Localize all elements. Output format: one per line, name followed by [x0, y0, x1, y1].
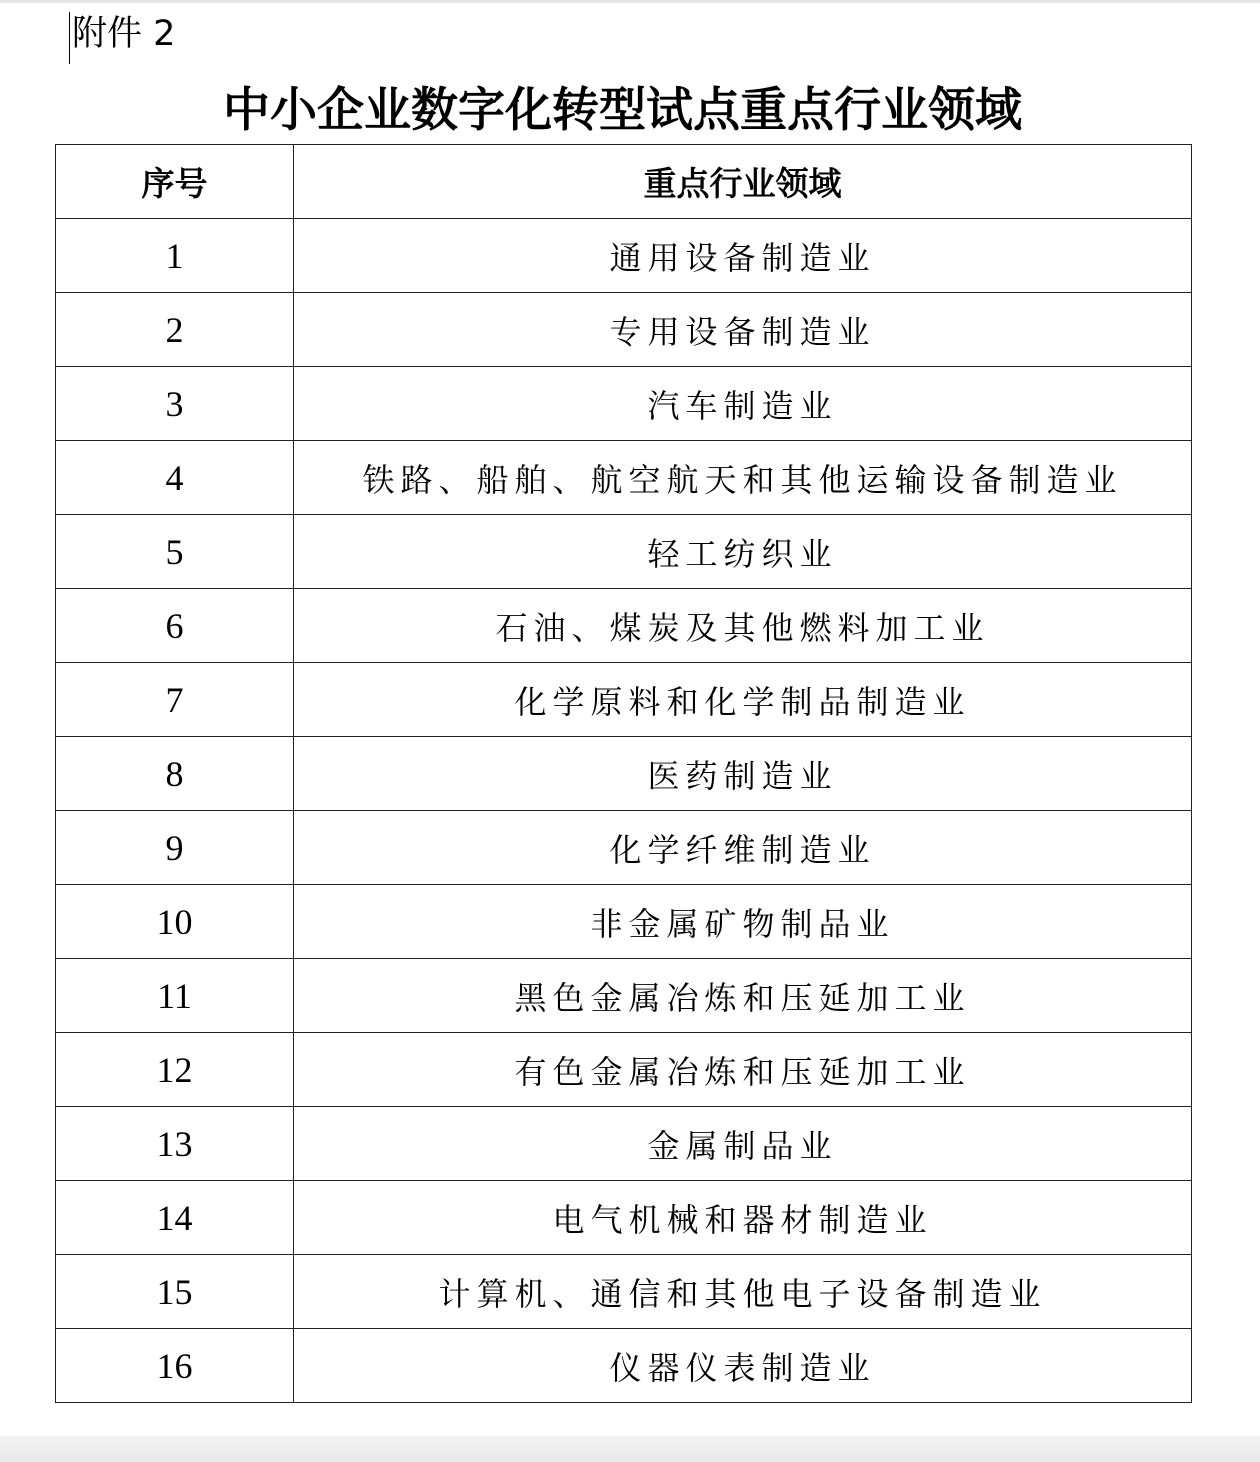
attachment-label: 附件 2	[72, 14, 176, 54]
row-industry: 仪器仪表制造业	[294, 1329, 1192, 1403]
table-row	[56, 1181, 1192, 1255]
row-industry: 非金属矿物制品业	[294, 885, 1192, 959]
row-industry: 铁路、船舶、航空航天和其他运输设备制造业	[294, 441, 1192, 515]
row-number: 5	[56, 515, 294, 589]
row-number: 7	[56, 663, 294, 737]
table-row	[56, 515, 1192, 589]
table-row	[56, 1033, 1192, 1107]
industry-table	[55, 144, 1192, 1403]
row-industry: 金属制品业	[294, 1107, 1192, 1181]
table-row	[56, 589, 1192, 663]
table-row	[56, 219, 1192, 293]
row-number: 10	[56, 885, 294, 959]
row-industry: 通用设备制造业	[294, 219, 1192, 293]
row-number: 11	[56, 959, 294, 1033]
table-row	[56, 1329, 1192, 1403]
table-header-row	[56, 145, 1192, 219]
table-row	[56, 663, 1192, 737]
table-row	[56, 885, 1192, 959]
table-row	[56, 811, 1192, 885]
row-industry: 电气机械和器材制造业	[294, 1181, 1192, 1255]
row-number: 1	[56, 219, 294, 293]
row-industry: 黑色金属冶炼和压延加工业	[294, 959, 1192, 1033]
row-number: 2	[56, 293, 294, 367]
row-industry: 有色金属冶炼和压延加工业	[294, 1033, 1192, 1107]
row-number: 6	[56, 589, 294, 663]
row-number: 9	[56, 811, 294, 885]
page-bottom-edge	[0, 1436, 1260, 1462]
row-industry: 化学原料和化学制品制造业	[294, 663, 1192, 737]
row-number: 13	[56, 1107, 294, 1181]
row-number: 12	[56, 1033, 294, 1107]
row-number: 8	[56, 737, 294, 811]
row-industry: 专用设备制造业	[294, 293, 1192, 367]
row-industry: 石油、煤炭及其他燃料加工业	[294, 589, 1192, 663]
text-cursor	[69, 12, 70, 64]
row-number: 4	[56, 441, 294, 515]
table-row	[56, 959, 1192, 1033]
row-number: 14	[56, 1181, 294, 1255]
table-row	[56, 1255, 1192, 1329]
table-row	[56, 1107, 1192, 1181]
table-row	[56, 737, 1192, 811]
table-row	[56, 441, 1192, 515]
page-title: 中小企业数字化转型试点重点行业领域	[223, 83, 1022, 138]
header-serial-number: 序号	[56, 145, 294, 219]
table-row	[56, 367, 1192, 441]
row-industry: 汽车制造业	[294, 367, 1192, 441]
table-row	[56, 293, 1192, 367]
row-number: 15	[56, 1255, 294, 1329]
row-industry: 轻工纺织业	[294, 515, 1192, 589]
row-industry: 计算机、通信和其他电子设备制造业	[294, 1255, 1192, 1329]
row-number: 3	[56, 367, 294, 441]
header-industry-field: 重点行业领域	[294, 145, 1192, 219]
row-industry: 医药制造业	[294, 737, 1192, 811]
row-number: 16	[56, 1329, 294, 1403]
page-top-edge	[0, 0, 1260, 3]
row-industry: 化学纤维制造业	[294, 811, 1192, 885]
